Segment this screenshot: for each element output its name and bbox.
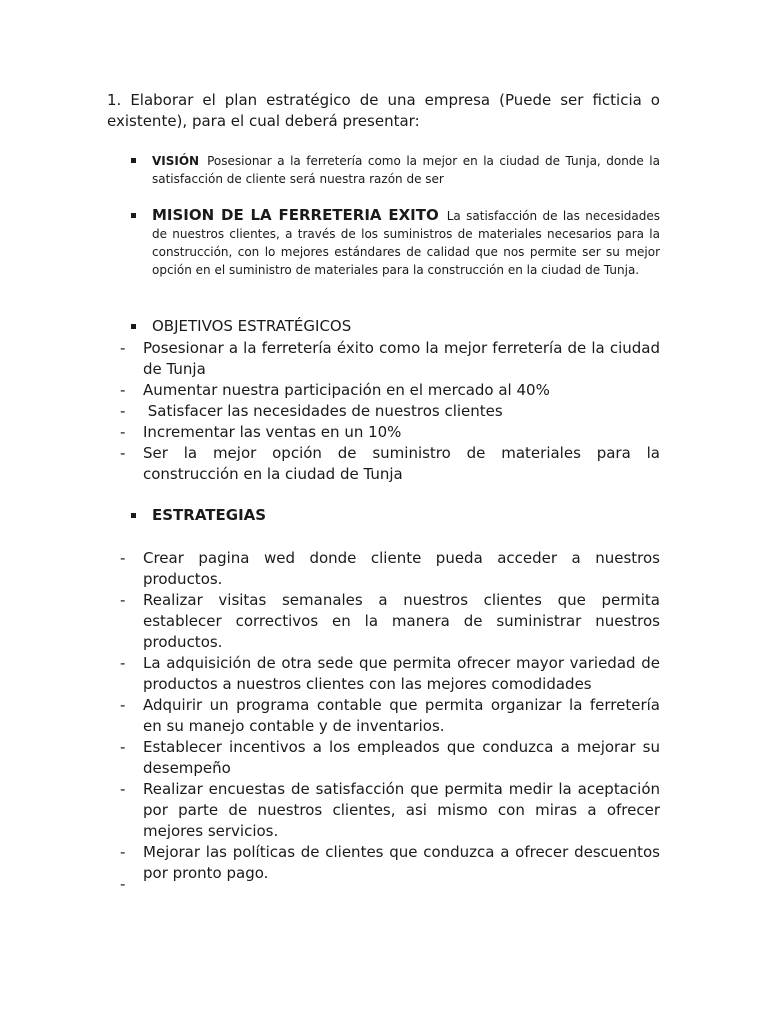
list-dash: - xyxy=(120,696,126,714)
list-item xyxy=(120,590,660,653)
list-dash: - xyxy=(120,549,126,567)
objetivos-bullet-icon xyxy=(131,324,136,329)
list-item xyxy=(120,422,660,443)
objetivos-title: OBJETIVOS ESTRATÉGICOS xyxy=(152,317,352,335)
list-dash: - xyxy=(120,738,126,756)
list-dash: - xyxy=(120,381,126,399)
list-item-text: Posesionar a la ferretería éxito como la mejor ferretería de la ciudad de Tunja xyxy=(143,339,660,378)
list-item xyxy=(120,779,660,842)
list-dash: - xyxy=(120,402,126,420)
list-item xyxy=(120,653,660,695)
list-item xyxy=(120,548,660,590)
intro-paragraph: 1. Elaborar el plan estratégico de una empresa (Puede ser ficticia o existente), para el cual deberá presentar: xyxy=(107,91,660,130)
estrategias-bullet-icon xyxy=(131,513,136,518)
list-dash: - xyxy=(120,654,126,672)
list-item-text: Realizar encuestas de satisfacción que permita medir la aceptación por parte de nuestros clientes, asi mismo con miras a ofrecer mejores servicios. xyxy=(143,780,660,840)
estrategias-list xyxy=(120,548,660,884)
mision-label: MISION DE LA FERRETERIA EXITO xyxy=(152,206,439,224)
empty-list-dash: - xyxy=(120,875,126,893)
estrategias-title: ESTRATEGIAS xyxy=(152,506,267,524)
vision-bullet-icon xyxy=(131,158,136,163)
list-item-text: Realizar visitas semanales a nuestros clientes que permita establecer correctivos en la manera de suministrar nuestros productos. xyxy=(143,591,660,651)
list-item xyxy=(120,401,660,422)
list-item-text: Crear pagina wed donde cliente pueda acceder a nuestros productos. xyxy=(143,549,660,588)
mision-text: La satisfacción de las necesidades de nuestros clientes, a través de los suministros de materiales necesarios para la construcción, con lo mejores estándares de calidad que nos permite ser su mejor opción en el suministro de materiales para la construcción en la ciudad de Tunja. xyxy=(152,209,661,277)
list-item-text: Satisfacer las necesidades de nuestros clientes xyxy=(143,402,503,420)
vision-label: VISIÓN xyxy=(152,154,200,168)
mision-bullet-icon xyxy=(131,213,136,218)
list-item-text: La adquisición de otra sede que permita ofrecer mayor variedad de productos a nuestros clientes con las mejores comodidades xyxy=(143,654,660,693)
list-item-text: Incrementar las ventas en un 10% xyxy=(143,423,402,441)
list-dash: - xyxy=(120,423,126,441)
list-dash: - xyxy=(120,843,126,861)
list-item-text: Adquirir un programa contable que permita organizar la ferretería en su manejo contable y de inventarios. xyxy=(143,696,660,735)
list-item xyxy=(120,338,660,380)
list-item xyxy=(120,842,660,884)
mision-block xyxy=(152,206,660,279)
list-item xyxy=(120,737,660,779)
list-item-text: Ser la mejor opción de suministro de materiales para la construcción en la ciudad de Tunja xyxy=(143,444,660,483)
list-item-text: Mejorar las políticas de clientes que conduzca a ofrecer descuentos por pronto pago. xyxy=(143,843,660,882)
list-dash: - xyxy=(120,444,126,462)
list-item xyxy=(120,695,660,737)
vision-text: Posesionar a la ferretería como la mejor en la ciudad de Tunja, donde la satisfacción de cliente será nuestra razón de ser xyxy=(152,154,660,186)
list-item-text: Establecer incentivos a los empleados que conduzca a mejorar su desempeño xyxy=(143,738,660,777)
list-item-text: Aumentar nuestra participación en el mercado al 40% xyxy=(143,381,550,399)
list-dash: - xyxy=(120,591,126,609)
objetivos-list xyxy=(120,338,660,485)
list-dash: - xyxy=(120,339,126,357)
list-dash: - xyxy=(120,780,126,798)
list-item xyxy=(120,380,660,401)
vision-block xyxy=(152,152,660,188)
list-item xyxy=(120,443,660,485)
